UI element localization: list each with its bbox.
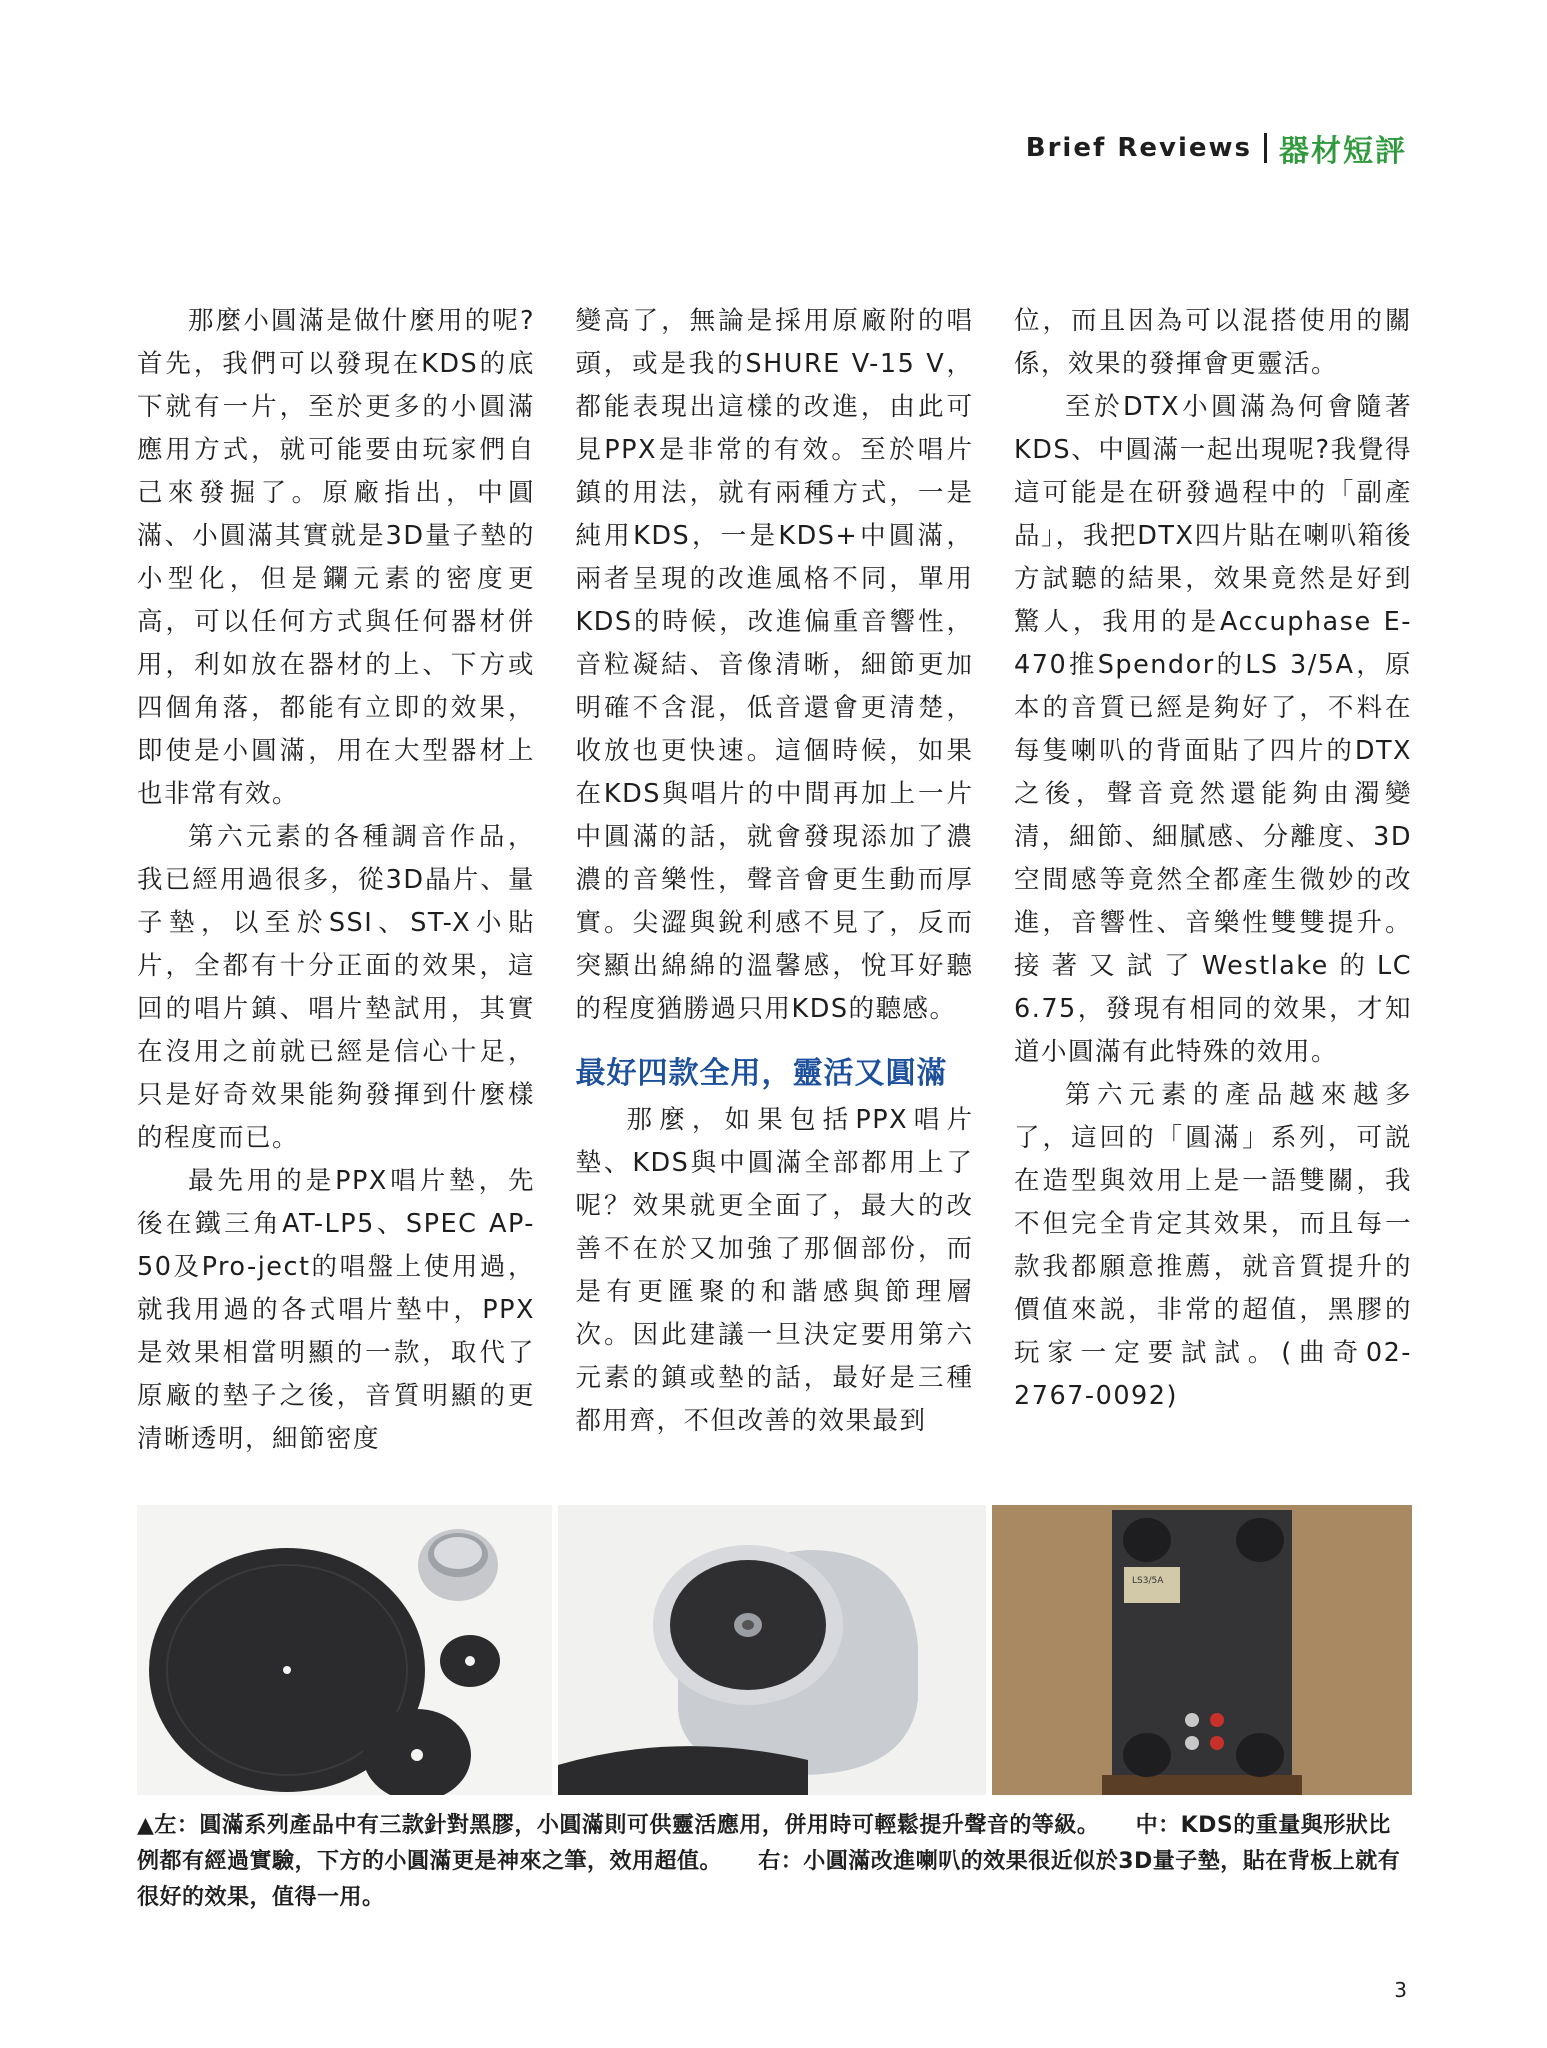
record-mats-illustration <box>137 1505 552 1795</box>
photo-kds-clamp <box>558 1505 986 1795</box>
paragraph: 那麼小圓滿是做什麼用的呢?首先，我們可以發現在KDS的底下就有一片，至於更多的小圓滿應用方式，就可能要由玩家們自己來發掘了。原廠指出，中圓滿、小圓滿其實就是3D量子墊的小型化，但是鑭元素的密度更高，可以任何方式與任何器材併用，利如放在器材的上、下方或四個角落，都能有立即的效果，即使是小圓滿，用在大型器材上也非常有效。 <box>137 306 535 809</box>
header-divider <box>1264 133 1267 163</box>
page-number: 3 <box>1394 1978 1407 2002</box>
photo-strip <box>137 1505 1412 1795</box>
photo-speaker-back <box>992 1505 1412 1795</box>
kds-clamp-illustration <box>558 1505 986 1795</box>
section-title-zh: 器材短評 <box>1279 134 1407 169</box>
paragraph: 變高了，無論是採用原廠附的唱頭，或是我的SHURE V-15 V，都能表現出這樣的改進，由此可見PPX是非常的有效。至於唱片鎮的用法，就有兩種方式，一是純用KDS，一是KDS+中圓滿，兩者呈現的改進風格不同，單用KDS的時候，改進偏重音響性，音粒凝結、音像清晰，細節更加明確不含混，低音還會更清楚，收放也更快速。這個時候，如果在KDS與唱片的中間再加上一片中圓滿的話，就會發現添加了濃濃的音樂性，聲音會更生動而厚實。尖澀與銳利感不見了，反而突顯出綿綿的溫馨感，悅耳好聽的程度猶勝過只用KDS的聽感。 <box>575 306 974 1024</box>
section-heading: 最好四款全用，靈活又圓滿 <box>575 1056 948 1091</box>
paragraph: 那麼，如果包括PPX唱片墊、KDS與中圓滿全部都用上了呢？效果就更全面了，最大的改善不在於又加強了那個部份，而是有更匯聚的和諧感與節理層次。因此建議一旦決定要用第六元素的鎮或墊的話，最好是三種都用齊，不但改善的效果最到 <box>575 1105 974 1436</box>
paragraph: 至於DTX小圓滿為何會隨著KDS、中圓滿一起出現呢?我覺得這可能是在研發過程中的「副產品」，我把DTX四片貼在喇叭箱後方試聽的結果，效果竟然是好到驚人，我用的是Accuphase E-470推Spendor的LS 3/5A，原本的音質已經是夠好了，不料在每隻喇叭的背面貼了四片的DTX之後，聲音竟然還能夠由濁變清，細節、細膩感、分離度、3D空間感等竟然全都產生微妙的改進，音響性、音樂性雙雙提升。接著又試了Westlake的LC 6.75，發現有相同的效果，才知道小圓滿有此特殊的效用。 <box>1014 392 1412 1067</box>
column-2 <box>576 300 974 1461</box>
paragraph: 位，而且因為可以混搭使用的關係，效果的發揮會更靈活。 <box>1014 306 1412 379</box>
caption-left: ▲左：圓滿系列產品中有三款針對黑膠，小圓滿則可供靈活應用，併用時可輕鬆提升聲音的等級。 <box>137 1813 1100 1838</box>
photo-caption <box>137 1808 1412 1916</box>
paragraph: 第六元素的產品越來越多了，這回的「圓滿」系列，可説在造型與效用上是一語雙關，我不但完全肯定其效果，而且每一款我都願意推薦，就音質提升的價值來説，非常的超值，黑膠的玩家一定要試試。(曲奇02-2767-0092) <box>1014 1080 1412 1411</box>
speaker-back-illustration <box>992 1505 1412 1795</box>
page-header <box>1026 126 1407 170</box>
column-1 <box>137 300 535 1461</box>
paragraph: 最先用的是PPX唱片墊，先後在鐵三角AT-LP5、SPEC AP-50及Pro-ject的唱盤上使用過，就我用過的各式唱片墊中，PPX是效果相當明顯的一款，取代了原廠的墊子之後，音質明顯的更清晰透明，細節密度 <box>137 1166 535 1454</box>
caption-right: 右：小圓滿改進喇叭的效果很近似於3D量子墊，貼在背板上就有很好的效果，值得一用。 <box>137 1849 1401 1910</box>
column-3 <box>1014 300 1412 1461</box>
article-columns <box>137 300 1412 1461</box>
section-title-en: Brief Reviews <box>1025 133 1252 163</box>
caption-mid: 中：KDS的重量與形狀比例都有經過實驗，下方的小圓滿更是神來之筆，效用超值。 <box>137 1813 1391 1874</box>
photo-record-mats <box>137 1505 552 1795</box>
speaker-label: LS3/5A <box>1132 1576 1164 1586</box>
paragraph: 第六元素的各種調音作品，我已經用過很多，從3D晶片、量子墊，以至於SSI、ST-X小貼片，全都有十分正面的效果，這回的唱片鎮、唱片墊試用，其實在沒用之前就已經是信心十足，只是好奇效果能夠發揮到什麼樣的程度而已。 <box>137 822 535 1153</box>
